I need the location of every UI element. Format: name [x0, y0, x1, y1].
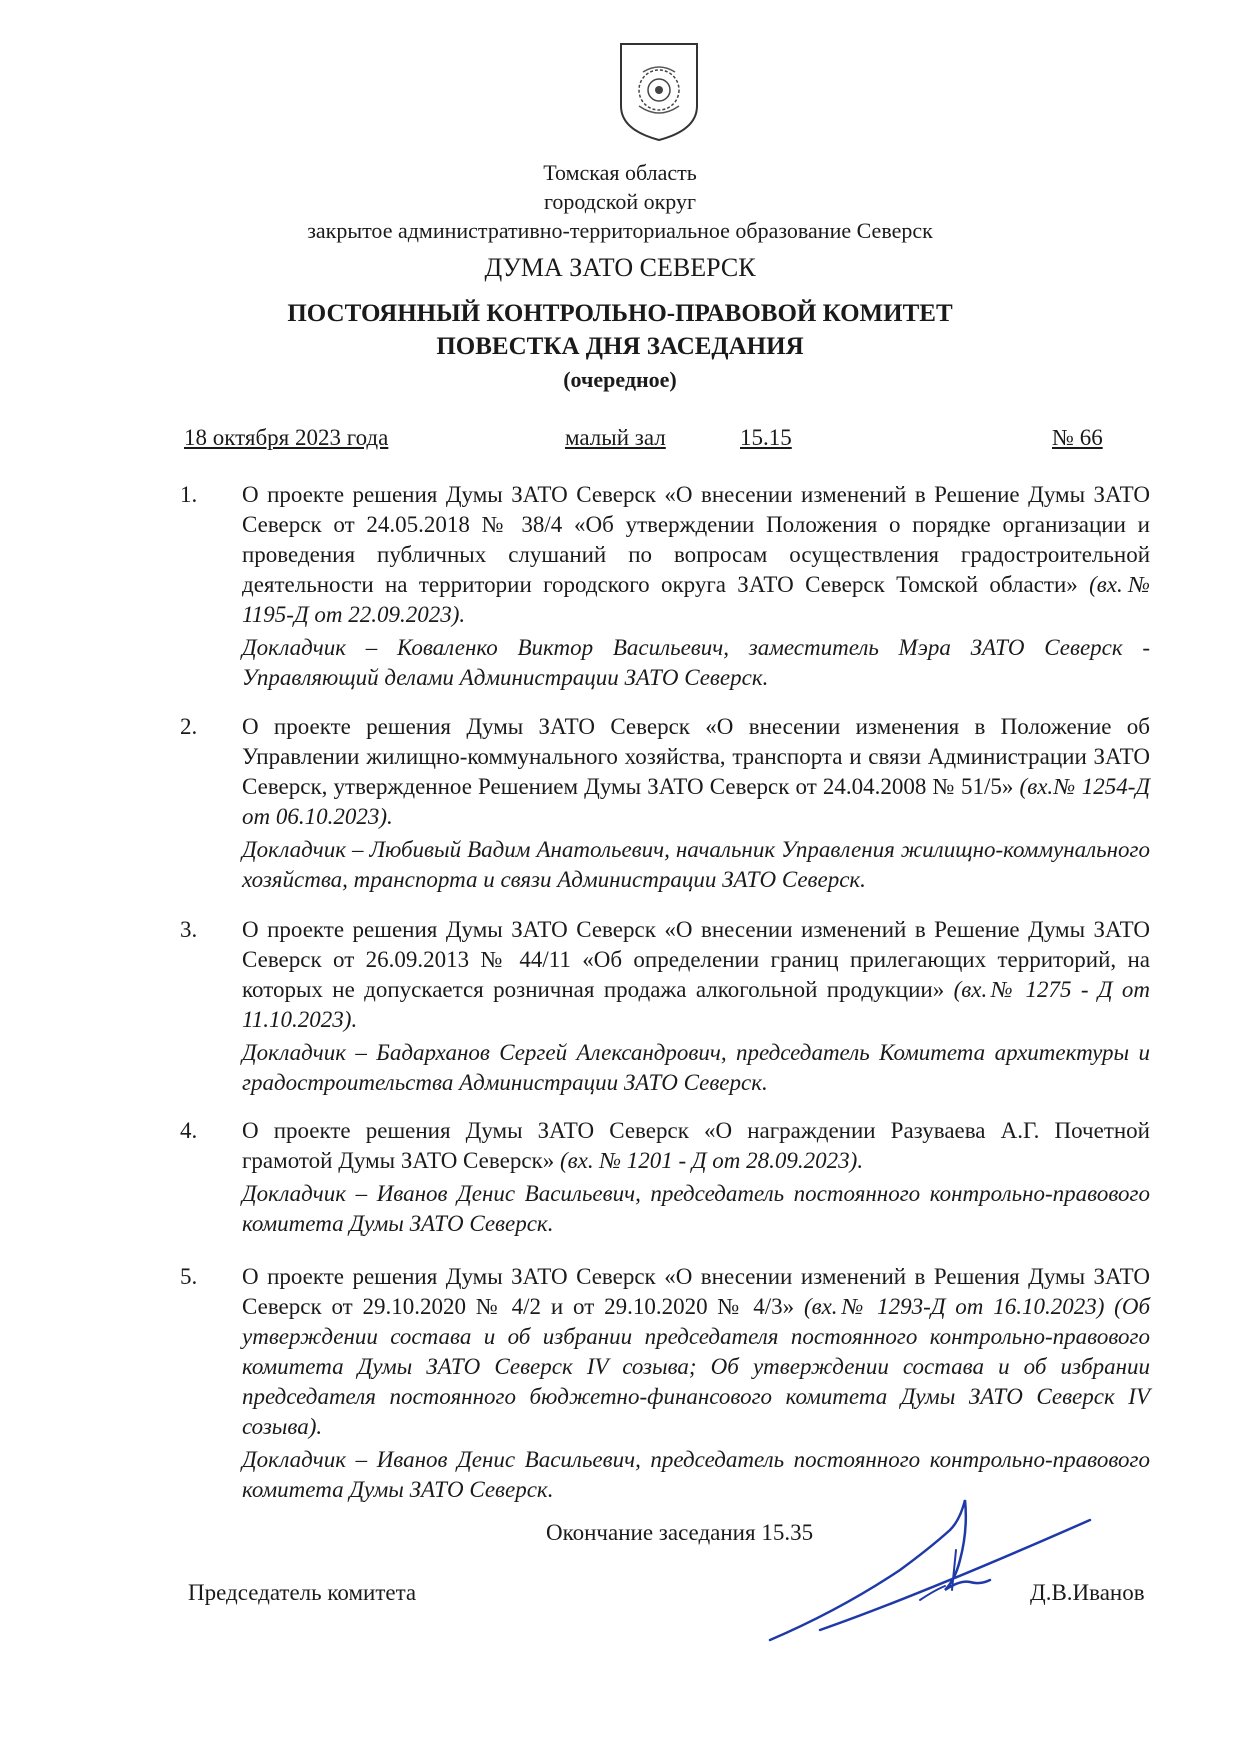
agenda-item-text: О проекте решения Думы ЗАТО Северск «О награждении Разуваева А.Г. Почетной грамотой Думы ЗАТО Северск»: [242, 1118, 1150, 1173]
header-session-type: (очередное): [563, 367, 677, 392]
agenda-item-reporter: Докладчик – Иванов Денис Васильевич, председатель постоянного контрольно-правового комитета Думы ЗАТО Северск.: [242, 1447, 1150, 1502]
header-committee: ПОСТОЯННЫЙ КОНТРОЛЬНО-ПРАВОВОЙ КОМИТЕТ: [287, 300, 953, 327]
agenda-item-ref: (вх. № 1201 - Д от 28.09.2023).: [559, 1148, 864, 1173]
agenda-item-ref: (вх.№ 1293-Д от 16.10.2023) (Об утверждении состава и об избрании председателя постоянного контрольно-правового комитета Думы ЗАТО Северск IV созыва; Об утверждении состава и об избрании председателя постоянного бюджетно-финансового комитета Думы ЗАТО Северск IV созыва).: [242, 1294, 1151, 1439]
agenda-item-ref: (вх.№ 1195-Д от 22.09.2023).: [242, 572, 1150, 627]
header-entity: закрытое административно-территориальное образование Северск: [307, 218, 933, 243]
agenda-item-reporter: Докладчик – Бадарханов Сергей Александрович, председатель Комитета архитектуры и градостроительства Администрации ЗАТО Северск.: [242, 1040, 1150, 1095]
agenda-item-body: [242, 1116, 1150, 1239]
agenda-item-ref: (вх.№ 1275 - Д от 11.10.2023).: [242, 977, 1150, 1032]
meeting-number: № 66: [1052, 425, 1103, 450]
agenda-item-reporter: Докладчик – Коваленко Виктор Васильевич, заместитель Мэра ЗАТО Северск - Управляющий делами Администрации ЗАТО Северск.: [242, 635, 1150, 690]
chair-title: Председатель комитета: [188, 1580, 417, 1605]
agenda-item-body: [242, 1262, 1150, 1505]
agenda-item-body: [242, 712, 1150, 895]
header-agenda-title: ПОВЕСТКА ДНЯ ЗАСЕДАНИЯ: [436, 333, 804, 360]
agenda-item-number: 1.: [180, 482, 198, 507]
agenda-item-text: О проекте решения Думы ЗАТО Северск «О внесении изменений в Решение Думы ЗАТО Северск от 24.05.2018 № 38/4 «Об утверждении Положения о порядке организации и проведения публичных слушаний по вопросам осуществления градостроительной деятельности на территории городского округа ЗАТО Северск Томской области»: [242, 482, 1150, 597]
agenda-item-number: 5.: [180, 1264, 198, 1289]
agenda-item-reporter: Докладчик – Иванов Денис Васильевич, председатель постоянного контрольно-правового комитета Думы ЗАТО Северск.: [242, 1181, 1150, 1236]
header-district: городской округ: [543, 189, 697, 214]
agenda-item-number: 4.: [180, 1118, 198, 1143]
meeting-date: 18 октября 2023 года: [184, 425, 389, 450]
agenda-item-body: [242, 480, 1150, 693]
agenda-item-text: О проекте решения Думы ЗАТО Северск «О внесении изменений в Решение Думы ЗАТО Северск от 26.09.2013 № 44/11 «Об определении границ прилегающих территорий, на которых не допускается розничная продажа алкогольной продукции»: [242, 917, 1150, 1002]
agenda-item-ref: (вх.№ 1254-Д от 06.10.2023).: [242, 774, 1151, 829]
session-end: Окончание заседания 15.35: [546, 1520, 814, 1545]
agenda-item-reporter: Докладчик – Любивый Вадим Анатольевич, начальник Управления жилищно-коммунального хозяйства, транспорта и связи Администрации ЗАТО Северск.: [242, 837, 1150, 892]
agenda-item-body: [242, 915, 1150, 1098]
agenda-item-text: О проекте решения Думы ЗАТО Северск «О внесении изменений в Решения Думы ЗАТО Северск от 29.10.2020 № 4/2 и от 29.10.2020 № 4/3»: [242, 1264, 1150, 1319]
header-duma: ДУМА ЗАТО СЕВЕРСК: [484, 253, 756, 282]
handwritten-signature: [760, 1490, 1100, 1650]
agenda-item-number: 3.: [180, 917, 198, 942]
meeting-room: малый зал: [565, 425, 666, 450]
coat-of-arms-icon: [617, 40, 701, 144]
agenda-item-text: О проекте решения Думы ЗАТО Северск «О внесении изменения в Положение об Управлении жилищно-коммунального хозяйства, транспорта и связи Администрации ЗАТО Северск, утвержденное Решением Думы ЗАТО Северск от 24.04.2008 № 51/5»: [242, 714, 1150, 799]
chair-name: Д.В.Иванов: [1030, 1580, 1145, 1605]
header-region: Томская область: [543, 160, 697, 185]
meeting-time: 15.15: [740, 425, 792, 450]
agenda-item-number: 2.: [180, 714, 198, 739]
